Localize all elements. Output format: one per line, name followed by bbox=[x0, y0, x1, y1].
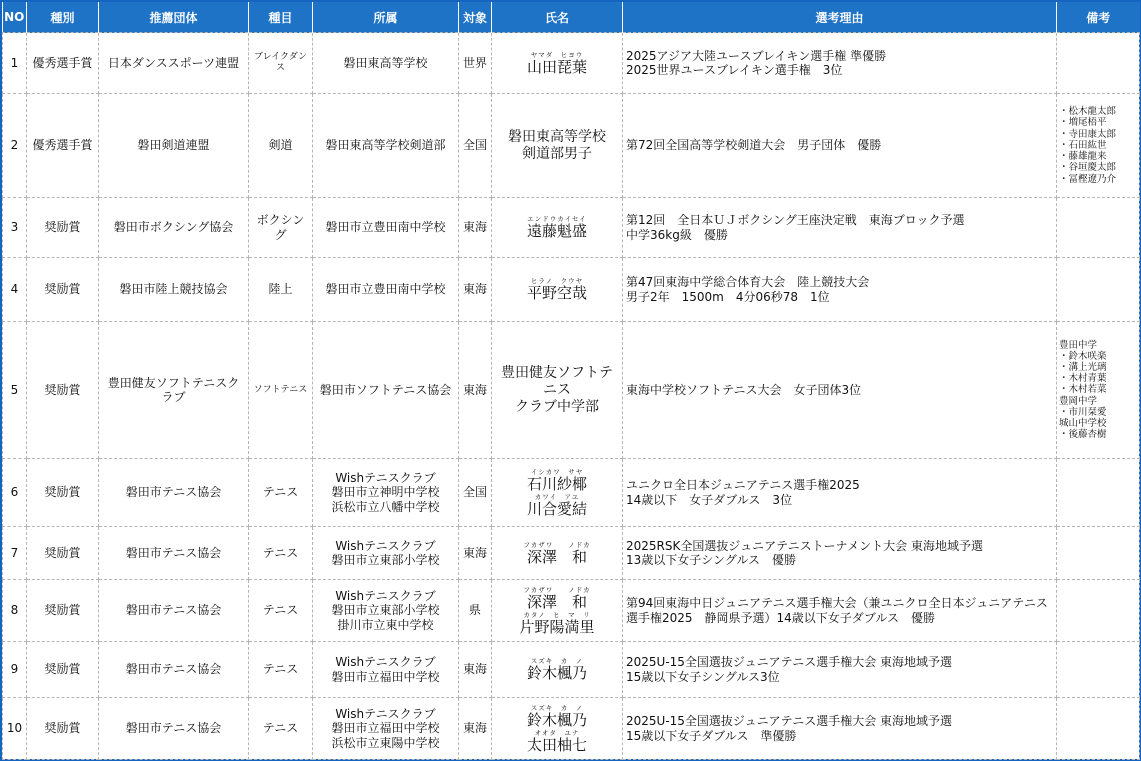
cell-reason bbox=[623, 642, 1057, 698]
reason-line: 第94回東海中日ジュニアテニス選手権大会（兼ユニクロ全日本ジュニアテニス bbox=[626, 596, 1048, 611]
remark-line: ・後藤杏樹 bbox=[1059, 429, 1107, 441]
reason-line: 第47回東海中学総合体育大会 陸上競技大会 bbox=[626, 275, 870, 290]
header-affiliation: 所属 bbox=[313, 2, 459, 33]
cell-remarks bbox=[1057, 322, 1140, 459]
reason-line: 選手権2025 静岡県予選）14歳以下女子ダブルス 優勝 bbox=[626, 610, 935, 625]
person-name bbox=[527, 215, 587, 240]
cell-event: ブレイクダンス bbox=[249, 33, 313, 94]
cell-category: 奨励賞 bbox=[27, 322, 99, 459]
remark-line: ・寺田康太郎 bbox=[1059, 128, 1117, 140]
cell-org: 豊田健友ソフトテニスクラブ bbox=[99, 322, 249, 459]
cell-category: 奨励賞 bbox=[27, 642, 99, 698]
remark-line: 豊田中学 bbox=[1059, 339, 1098, 351]
affiliation-line: 磐田東高等学校剣道部 bbox=[325, 138, 446, 153]
cell-org: 磐田市ボクシング協会 bbox=[99, 198, 249, 258]
remark-line: ・松木龍太郎 bbox=[1059, 106, 1117, 118]
cell-org: 磐田市陸上競技協会 bbox=[99, 258, 249, 322]
cell-event: テニス bbox=[249, 698, 313, 760]
table-row bbox=[3, 527, 1140, 580]
person-name bbox=[527, 704, 587, 729]
cell-remarks bbox=[1057, 198, 1140, 258]
affiliation-line: Wishテニスクラブ bbox=[335, 470, 436, 485]
person-name bbox=[527, 468, 587, 493]
reason-line: 第72回全国高等学校剣道大会 男子団体 優勝 bbox=[626, 138, 882, 153]
cell-no: 4 bbox=[3, 258, 27, 322]
table-row bbox=[3, 258, 1140, 322]
cell-affiliation bbox=[313, 459, 459, 527]
reason-line: 14歳以下 女子ダブルス 3位 bbox=[626, 492, 793, 507]
team-name bbox=[501, 365, 613, 415]
name-ruby: ヤマダ ヒヨウ bbox=[530, 50, 584, 59]
team-name bbox=[508, 129, 606, 162]
cell-event: ボクシング bbox=[249, 198, 313, 258]
reason-line: 東海中学校ソフトテニス大会 女子団体3位 bbox=[626, 382, 862, 397]
person-name bbox=[523, 541, 590, 566]
cell-target: 東海 bbox=[459, 322, 492, 459]
name-ruby: スズキ カ ノ bbox=[530, 657, 584, 665]
cell-name bbox=[492, 580, 623, 642]
remark-line: ・冨樫遼乃介 bbox=[1059, 173, 1117, 185]
cell-target: 東海 bbox=[459, 642, 492, 698]
header-event: 種目 bbox=[249, 2, 313, 33]
cell-remarks bbox=[1057, 33, 1140, 94]
table-row bbox=[3, 580, 1140, 642]
cell-name bbox=[492, 258, 623, 322]
cell-target: 東海 bbox=[459, 698, 492, 760]
cell-name bbox=[492, 527, 623, 580]
remark-line: ・藤雄龍来 bbox=[1059, 151, 1107, 163]
cell-reason bbox=[623, 258, 1057, 322]
header-org: 推薦団体 bbox=[99, 2, 249, 33]
cell-org: 磐田市テニス協会 bbox=[99, 642, 249, 698]
reason-line: 2025アジア大陸ユースブレイキン選手権 準優勝 bbox=[626, 48, 887, 63]
cell-target: 東海 bbox=[459, 527, 492, 580]
cell-reason bbox=[623, 94, 1057, 198]
name-ruby: フカザワ ノドカ bbox=[523, 540, 591, 549]
name-kanji: 石川紗椰 bbox=[526, 474, 587, 493]
team-name-line: 豊田健友ソフトテニス bbox=[501, 364, 613, 398]
cell-affiliation bbox=[313, 198, 459, 258]
cell-category: 奨励賞 bbox=[27, 459, 99, 527]
name-kanji: 深澤 和 bbox=[526, 547, 587, 566]
name-ruby: ヒラノ クウヤ bbox=[530, 277, 584, 285]
cell-name bbox=[492, 94, 623, 198]
cell-category: 奨励賞 bbox=[27, 527, 99, 580]
reason-line: 2025世界ユースブレイキン選手権 3位 bbox=[626, 63, 843, 77]
name-kanji: 太田柚七 bbox=[526, 735, 587, 754]
name-ruby: フカザワ ノドカ bbox=[523, 585, 591, 594]
cell-reason bbox=[623, 459, 1057, 527]
cell-no: 10 bbox=[3, 698, 27, 760]
header-no: NO bbox=[3, 2, 27, 33]
cell-name bbox=[492, 642, 623, 698]
cell-name bbox=[492, 698, 623, 760]
remark-line: ・増尾梧平 bbox=[1059, 117, 1107, 129]
affiliation-line: 掛川市立東中学校 bbox=[337, 617, 434, 632]
cell-org: 磐田市テニス協会 bbox=[99, 698, 249, 760]
reason-line: 男子2年 1500m 4分06秒78 1位 bbox=[626, 289, 830, 304]
remark-line: 城山中学校 bbox=[1059, 418, 1107, 429]
cell-no: 1 bbox=[3, 33, 27, 94]
header-category: 種別 bbox=[27, 2, 99, 33]
cell-no: 7 bbox=[3, 527, 27, 580]
cell-reason bbox=[623, 33, 1057, 94]
cell-remarks bbox=[1057, 258, 1140, 322]
cell-org: 磐田市テニス協会 bbox=[99, 459, 249, 527]
table-row bbox=[3, 642, 1140, 698]
remark-line: ・谷垣慶太郎 bbox=[1059, 162, 1117, 174]
name-ruby: カワイ アユ bbox=[534, 492, 580, 501]
reason-line: 2025RSK全国選抜ジュニアテニストーナメント大会 東海地域予選 bbox=[626, 538, 983, 553]
cell-org: 磐田市テニス協会 bbox=[99, 580, 249, 642]
cell-remarks bbox=[1057, 698, 1140, 760]
cell-affiliation bbox=[313, 698, 459, 760]
affiliation-line: Wishテニスクラブ bbox=[335, 706, 436, 721]
cell-affiliation bbox=[313, 94, 459, 198]
cell-event: 剣道 bbox=[249, 94, 313, 198]
cell-event: テニス bbox=[249, 459, 313, 527]
affiliation-line: Wishテニスクラブ bbox=[335, 588, 436, 603]
reason-line: 中学36kg級 優勝 bbox=[626, 227, 728, 242]
cell-no: 5 bbox=[3, 322, 27, 459]
affiliation-line: 磐田市立福田中学校 bbox=[331, 669, 440, 684]
reason-line: 2025U-15全国選抜ジュニアテニス選手権大会 東海地域予選 bbox=[626, 714, 953, 729]
name-ruby: エンドウカイセイ bbox=[527, 215, 587, 223]
person-name bbox=[527, 51, 587, 76]
affiliation-line: 磐田市ソフトテニス協会 bbox=[319, 382, 452, 397]
affiliation-line: 磐田市立豊田南中学校 bbox=[325, 220, 446, 235]
name-kanji: 川合愛結 bbox=[526, 499, 587, 518]
name-kanji: 平野空哉 bbox=[526, 284, 587, 302]
cell-target: 全国 bbox=[459, 94, 492, 198]
cell-name bbox=[492, 322, 623, 459]
header-reason: 選考理由 bbox=[623, 2, 1057, 33]
table-row bbox=[3, 33, 1140, 94]
name-ruby: イシカワ サヤ bbox=[530, 467, 584, 476]
reason-line: 13歳以下女子シングルス 優勝 bbox=[626, 553, 797, 567]
remark-line: ・石田紘世 bbox=[1059, 139, 1107, 151]
table-row bbox=[3, 698, 1140, 760]
person-name bbox=[519, 611, 594, 636]
cell-target: 東海 bbox=[459, 258, 492, 322]
cell-event: ソフトテニス bbox=[249, 322, 313, 459]
cell-remarks bbox=[1057, 580, 1140, 642]
cell-reason bbox=[623, 698, 1057, 760]
cell-affiliation bbox=[313, 258, 459, 322]
person-name bbox=[527, 729, 587, 754]
cell-affiliation bbox=[313, 322, 459, 459]
reason-line: 15歳以下女子ダブルス 準優勝 bbox=[626, 728, 797, 743]
name-ruby: スズキ カ ノ bbox=[530, 703, 584, 712]
table-row bbox=[3, 459, 1140, 527]
cell-name bbox=[492, 198, 623, 258]
cell-no: 3 bbox=[3, 198, 27, 258]
cell-category: 奨励賞 bbox=[27, 580, 99, 642]
affiliation-line: Wishテニスクラブ bbox=[335, 538, 436, 553]
cell-name bbox=[492, 459, 623, 527]
selection-table bbox=[2, 2, 1140, 760]
name-kanji: 遠藤魁盛 bbox=[526, 222, 587, 240]
person-name bbox=[523, 586, 590, 611]
table-row bbox=[3, 94, 1140, 198]
affiliation-line: 磐田市立福田中学校 bbox=[331, 721, 440, 736]
table-body bbox=[3, 33, 1140, 760]
cell-category: 奨励賞 bbox=[27, 198, 99, 258]
cell-event: 陸上 bbox=[249, 258, 313, 322]
cell-remarks bbox=[1057, 642, 1140, 698]
reason-line: 第12回 全日本ＵＪボクシング王座決定戦 東海ブロック予選 bbox=[626, 213, 965, 228]
reason-line: 15歳以下女子シングルス3位 bbox=[626, 669, 780, 684]
cell-event: テニス bbox=[249, 580, 313, 642]
cell-no: 8 bbox=[3, 580, 27, 642]
affiliation-line: 浜松市立八幡中学校 bbox=[331, 499, 440, 514]
affiliation-line: 磐田市立豊田南中学校 bbox=[325, 282, 446, 297]
person-name bbox=[527, 277, 587, 302]
remark-line: ・鈴木咲楽 bbox=[1059, 350, 1107, 362]
cell-reason bbox=[623, 527, 1057, 580]
team-name-line: 剣道部男子 bbox=[522, 145, 592, 162]
name-kanji: 深澤 和 bbox=[526, 592, 587, 611]
header-row bbox=[3, 2, 1140, 33]
remark-line: 豊岡中学 bbox=[1059, 395, 1098, 407]
cell-affiliation bbox=[313, 527, 459, 580]
affiliation-line: 磐田市立東部小学校 bbox=[331, 603, 440, 618]
name-kanji: 片野陽満里 bbox=[519, 617, 595, 636]
name-kanji: 鈴木楓乃 bbox=[526, 710, 587, 729]
reason-line: ユニクロ全日本ジュニアテニス選手権2025 bbox=[626, 478, 860, 493]
team-name-line: 磐田東高等学校 bbox=[508, 128, 606, 145]
cell-category: 奨励賞 bbox=[27, 258, 99, 322]
cell-remarks bbox=[1057, 527, 1140, 580]
cell-event: テニス bbox=[249, 642, 313, 698]
affiliation-line: 磐田東高等学校 bbox=[343, 55, 428, 70]
affiliation-line: 磐田市立神明中学校 bbox=[331, 485, 440, 500]
name-kanji: 山田琵葉 bbox=[526, 57, 587, 76]
cell-org: 磐田剣道連盟 bbox=[99, 94, 249, 198]
remark-line: ・市川栞愛 bbox=[1059, 406, 1107, 418]
person-name bbox=[527, 657, 587, 682]
table-row bbox=[3, 322, 1140, 459]
cell-no: 6 bbox=[3, 459, 27, 527]
name-kanji: 鈴木楓乃 bbox=[526, 664, 587, 682]
table-row bbox=[3, 198, 1140, 258]
cell-reason bbox=[623, 580, 1057, 642]
cell-org: 磐田市テニス協会 bbox=[99, 527, 249, 580]
cell-affiliation bbox=[313, 580, 459, 642]
cell-target: 東海 bbox=[459, 198, 492, 258]
person-name bbox=[527, 493, 587, 518]
affiliation-line: 浜松市立東陽中学校 bbox=[331, 735, 440, 750]
cell-affiliation bbox=[313, 642, 459, 698]
cell-target: 県 bbox=[459, 580, 492, 642]
cell-category: 優秀選手賞 bbox=[27, 33, 99, 94]
header-remarks: 備考 bbox=[1057, 2, 1140, 33]
team-name-line: クラブ中学部 bbox=[515, 398, 599, 415]
cell-remarks bbox=[1057, 459, 1140, 527]
header-name: 氏名 bbox=[492, 2, 623, 33]
cell-target: 世界 bbox=[459, 33, 492, 94]
cell-no: 2 bbox=[3, 94, 27, 198]
affiliation-line: Wishテニスクラブ bbox=[335, 655, 436, 670]
name-ruby: オオタ ユナ bbox=[534, 728, 580, 737]
cell-target: 全国 bbox=[459, 459, 492, 527]
cell-category: 優秀選手賞 bbox=[27, 94, 99, 198]
cell-affiliation bbox=[313, 33, 459, 94]
affiliation-line: 磐田市立東部小学校 bbox=[331, 553, 440, 567]
cell-org: 日本ダンススポーツ連盟 bbox=[99, 33, 249, 94]
cell-event: テニス bbox=[249, 527, 313, 580]
cell-reason bbox=[623, 198, 1057, 258]
cell-reason bbox=[623, 322, 1057, 459]
remark-line: ・溝上光璃 bbox=[1059, 361, 1107, 373]
cell-name bbox=[492, 33, 623, 94]
cell-no: 9 bbox=[3, 642, 27, 698]
reason-line: 2025U-15全国選抜ジュニアテニス選手権大会 東海地域予選 bbox=[626, 655, 953, 670]
remark-line: ・木村若菜 bbox=[1059, 384, 1107, 396]
name-ruby: カタノ ヒ マ リ bbox=[523, 610, 591, 619]
header-target: 対象 bbox=[459, 2, 492, 33]
cell-category: 奨励賞 bbox=[27, 698, 99, 760]
remark-line: ・木村青葉 bbox=[1059, 373, 1107, 385]
cell-remarks bbox=[1057, 94, 1140, 198]
